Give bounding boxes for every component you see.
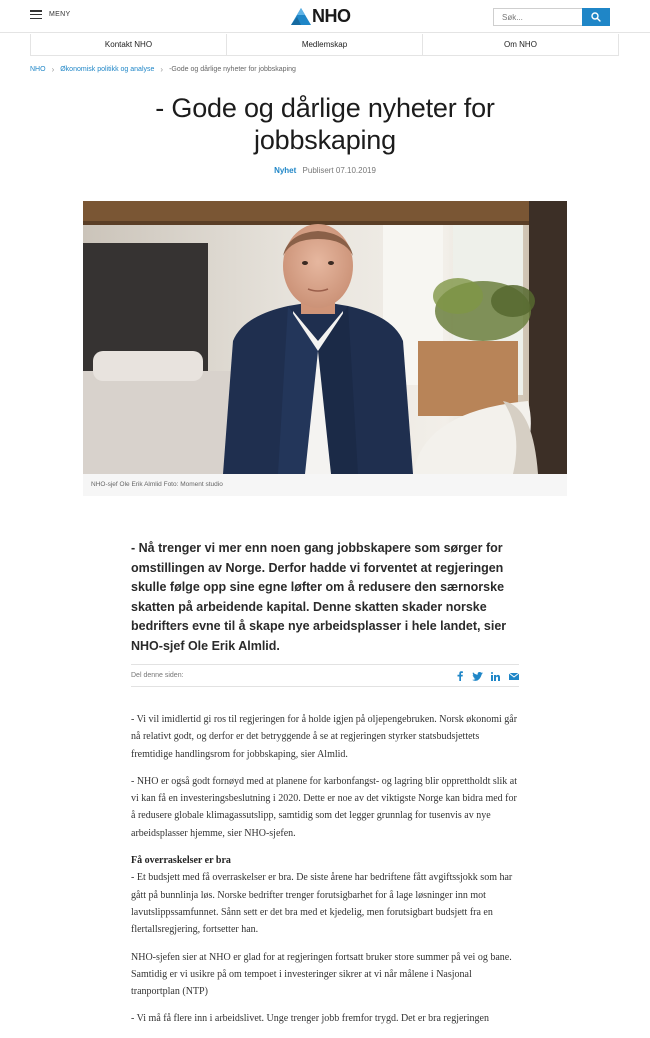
body-section: [131, 852, 523, 938]
nav-item-medlemskap[interactable]: Medlemskap: [226, 34, 422, 55]
share-label: Del denne siden:: [131, 672, 184, 679]
body-paragraph: NHO-sjefen sier at NHO er glad for at regjeringen fortsatt bruker store summer på vei og bane. Samtidig er vi usikre på om tempoet i investeringer sikrer at vi når målene i Nasjonal tranportplan (NTP): [131, 951, 512, 998]
body-paragraph: - Et budsjett med få overraskelser er bra. De siste årene har bedriftene fått avgiftssjokk som har gått på bunnlinja løs. Norske bedrifter trenger forutsigbarhet for å lage løsninger inn mot lavutslippssamfunnet. Sånn sett er det bra med et kjedelig, men forutsigbart budsjett fra en flertallsregjering, fortsetter han.: [131, 872, 513, 936]
section-heading: Få overraskelser er bra: [131, 855, 231, 867]
chevron-right-icon: ›: [160, 65, 164, 74]
linkedin-icon[interactable]: [490, 671, 501, 681]
nav-item-kontakt[interactable]: Kontakt NHO: [30, 34, 226, 55]
breadcrumb-current: -Gode og dårlige nyheter for jobbskaping: [169, 66, 296, 73]
article-tag[interactable]: Nyhet: [274, 166, 297, 175]
chevron-right-icon: ›: [51, 65, 55, 74]
facebook-icon[interactable]: [454, 671, 465, 681]
article-meta: [0, 166, 650, 175]
search-form: [493, 8, 610, 26]
breadcrumb: [30, 65, 296, 74]
menu-button[interactable]: [30, 10, 70, 19]
twitter-icon[interactable]: [472, 671, 483, 681]
nho-logo[interactable]: [291, 6, 351, 26]
body-paragraph: - Vi må få flere inn i arbeidslivet. Unge trenger jobb fremfor trygd. Det er bra regjeringen: [131, 1013, 489, 1025]
image-caption: NHO-sjef Ole Erik Almlid Foto: Moment studio: [91, 481, 223, 488]
site-header: [0, 0, 650, 33]
image-caption-box: [83, 474, 567, 496]
article-lead: - Nå trenger vi mer enn noen gang jobbskapere som sørger for omstillingen av Norge. Derfor hadde vi forventet at regjeringen skulle følge opp sine egne løfter om å redusere den særnorske skatten på arbeidende kapital. Denne skatten skader norske bedrifters evne til å skape nye arbeidsplasser i hele landet, sier NHO-sjef Ole Erik Almlid.: [131, 541, 507, 653]
publish-date: Publisert 07.10.2019: [302, 166, 376, 175]
nav-item-om-nho[interactable]: Om NHO: [422, 34, 619, 55]
hero-photo: [83, 201, 567, 474]
share-bar: [131, 664, 519, 687]
portrait-photo-illustration: [83, 201, 567, 474]
hamburger-icon: [30, 10, 42, 19]
email-icon[interactable]: [508, 671, 519, 681]
body-paragraph: - NHO er også godt fornøyd med at planene for karbonfangst- og lagring blir opprettholdt slik at vi kan få en investeringsbeslutning i 2020. Dette er noe av det viktigste Norge kan bidra med for å redusere globale klimagassutslipp, samtidig som det legger grunnlag for tusenvis av nye arbeidsplasser hjemme, sier NHO-sjefen.: [131, 775, 518, 839]
search-button[interactable]: [582, 8, 610, 26]
article-body: [131, 711, 523, 1038]
body-paragraph: - Vi vil imidlertid gi ros til regjeringen for å holde igjen på oljepengebruken. Norsk økonomi går nå relativt godt, og derfor er det betryggende å se at regjeringen styrker statsbudsjettets fremtidige handlingsrom for jobbskaping, sier Almlid.: [131, 714, 518, 760]
share-icons: [454, 671, 519, 681]
search-icon: [591, 12, 601, 22]
search-input[interactable]: [493, 8, 582, 26]
breadcrumb-link-okonomisk[interactable]: Økonomisk politikk og analyse: [60, 66, 155, 73]
nho-logo-icon: [291, 8, 311, 25]
menu-label: MENY: [49, 11, 71, 18]
page-title: - Gode og dårlige nyheter for jobbskaping: [155, 93, 495, 155]
logo-text: NHO: [312, 6, 351, 26]
main-nav: [30, 34, 619, 56]
breadcrumb-link-nho[interactable]: NHO: [30, 66, 46, 73]
